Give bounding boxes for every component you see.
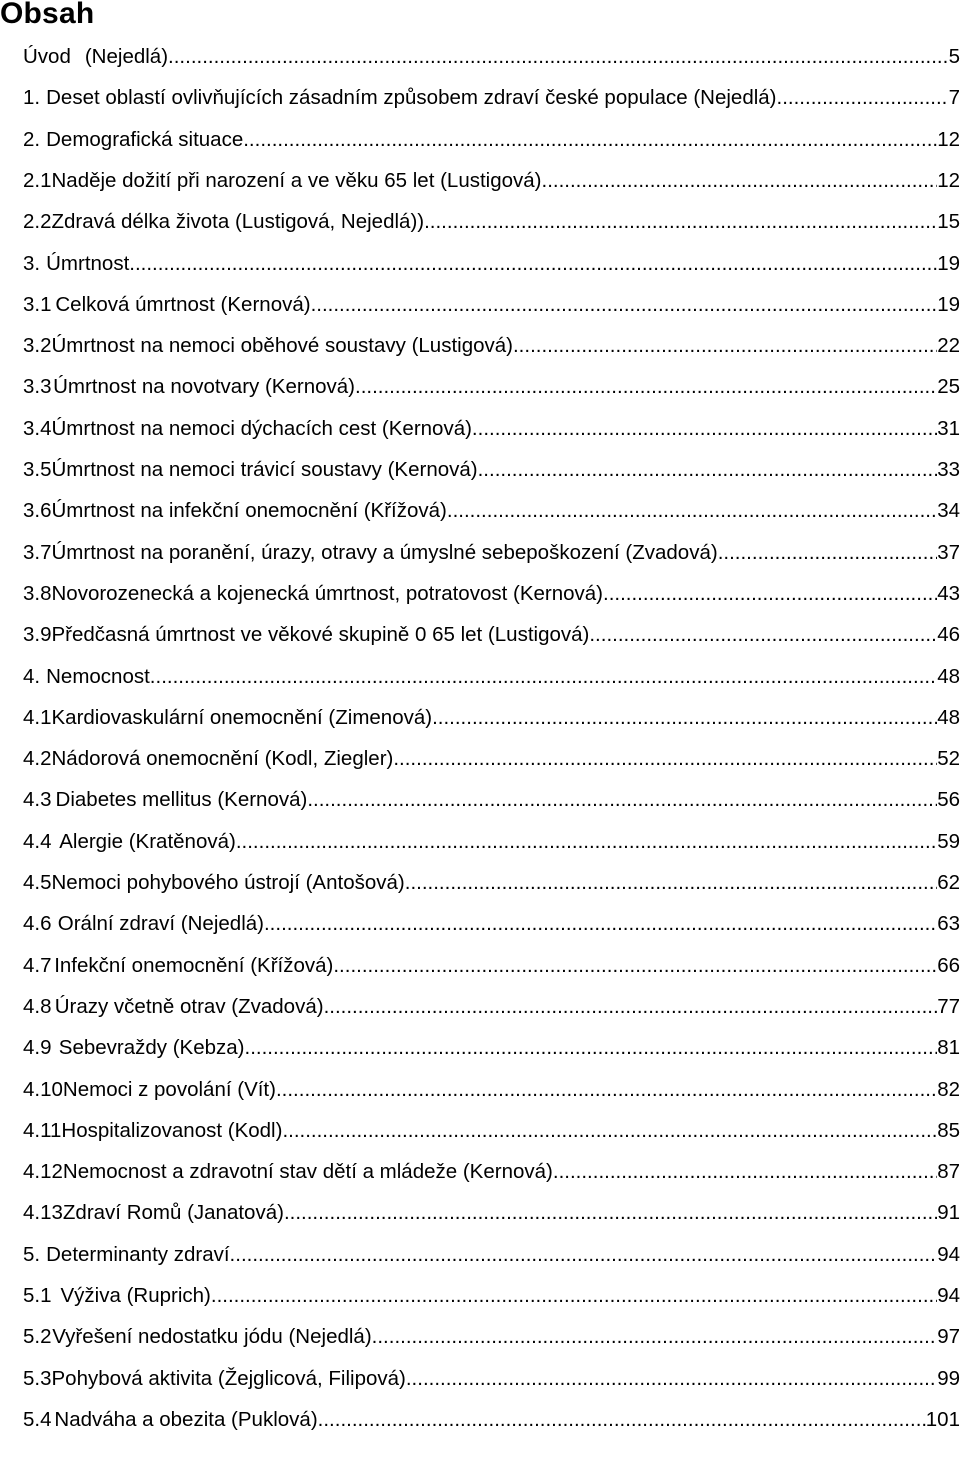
toc-entry[interactable] — [23, 1240, 960, 1270]
toc-entry-title: Úrazy včetně otrav (Zvadová) — [54, 994, 324, 1018]
toc-dot-leader — [211, 1281, 937, 1311]
toc-dot-leader — [372, 1322, 938, 1352]
toc-entry-number: 4.5 — [23, 871, 52, 894]
toc-entry[interactable] — [23, 662, 960, 692]
toc-dot-leader — [432, 703, 937, 733]
toc-entry[interactable] — [23, 1075, 960, 1105]
toc-entry-page: 91 — [937, 1201, 960, 1225]
toc-entry-page: 82 — [937, 1077, 960, 1101]
toc-dot-leader — [472, 414, 937, 444]
toc-entry-number: 4.9 — [23, 1036, 52, 1060]
toc-entry-page: 94 — [937, 1242, 960, 1266]
toc-entry-page: 81 — [937, 1036, 960, 1060]
toc-entry-page: 15 — [937, 210, 960, 234]
toc-entry-number: 4.11 — [23, 1118, 62, 1142]
toc-entry-page: 19 — [937, 292, 960, 316]
toc-entry-title: Nadváha a obezita (Puklová) — [54, 1407, 318, 1431]
toc-entry-page: 7 — [948, 86, 960, 110]
toc-entry[interactable] — [23, 455, 960, 485]
toc-dot-leader — [318, 1405, 926, 1435]
toc-entry-page: 97 — [937, 1325, 960, 1349]
toc-entry-number: 3.7 — [23, 540, 52, 564]
page-title: Obsah — [0, 0, 95, 30]
toc-entry-title: Nemoci pohybového ústrojí (Antošová) — [51, 871, 405, 894]
toc-entry-number: 5.1 — [23, 1284, 52, 1307]
toc-dot-leader — [307, 785, 937, 815]
toc-entry-number: 4.13 — [23, 1201, 63, 1225]
toc-entry[interactable] — [23, 951, 960, 981]
toc-entry-number: 3.8 — [23, 581, 52, 605]
toc-entry-number: 3.5 — [23, 458, 52, 481]
toc-entry-number: 4.10 — [23, 1077, 63, 1101]
toc-entry-title: Úmrtnost na novotvary (Kernová) — [53, 375, 355, 399]
toc-dot-leader — [718, 538, 937, 568]
toc-entry-page: 52 — [937, 747, 960, 771]
toc-dot-leader — [406, 1364, 937, 1394]
toc-entry-number: 4.4 — [23, 829, 52, 853]
toc-entry[interactable] — [23, 827, 960, 857]
toc-dot-leader — [236, 827, 937, 857]
toc-dot-leader — [324, 992, 938, 1022]
toc-entry-page: 94 — [937, 1284, 960, 1307]
toc-dot-leader — [424, 207, 937, 237]
toc-entry-page: 66 — [937, 953, 960, 977]
toc-dot-leader — [333, 951, 937, 981]
toc-dot-leader — [129, 249, 937, 279]
toc-entry-title: Orální zdraví (Nejedlá) — [57, 912, 264, 936]
toc-entry-number: 4.3 — [23, 788, 52, 812]
toc-entry[interactable] — [23, 744, 960, 774]
toc-entry[interactable] — [23, 414, 960, 444]
toc-entry-number: 4.6 — [23, 912, 52, 936]
toc-entry[interactable] — [23, 83, 960, 113]
toc-entry-title: Determinanty zdraví — [46, 1242, 230, 1266]
toc-dot-leader — [603, 579, 937, 609]
toc-entry-title: Naděje dožití při narození a ve věku 65 let (Lustigová) — [51, 168, 542, 192]
toc-entry-number: 3. — [23, 251, 41, 275]
toc-entry-title: Celková úmrtnost (Kernová) — [55, 292, 311, 316]
toc-entry-title: Výživa (Ruprich) — [60, 1284, 211, 1307]
toc-entry-page: 48 — [937, 705, 960, 729]
toc-entry-title: Úmrtnost na infekční onemocnění (Křížová) — [51, 499, 447, 523]
toc-entry-page: 59 — [937, 829, 960, 853]
toc-entry-title: Úmrtnost na nemoci trávicí soustavy (Kernová) — [51, 458, 478, 481]
toc-dot-leader — [447, 496, 937, 526]
toc-entry-number: 4.1 — [23, 705, 52, 729]
toc-entry-title: Zdraví Romů (Janatová) — [62, 1201, 284, 1225]
toc-entry[interactable] — [23, 785, 960, 815]
toc-entry-page: 43 — [937, 581, 960, 605]
toc-dot-leader — [393, 744, 937, 774]
toc-entry-title: Úmrtnost na poranění, úrazy, otravy a úmyslné sebepoškození (Zvadová) — [51, 540, 718, 564]
toc-entry-title: Nemoci z povolání (Vít) — [62, 1077, 276, 1101]
toc-entry-page: 48 — [937, 664, 960, 688]
toc-entry[interactable] — [23, 1198, 960, 1228]
toc-dot-leader — [311, 290, 938, 320]
toc-entry-page: 46 — [937, 623, 960, 647]
toc-entry-page: 85 — [937, 1118, 960, 1142]
toc-entry-number: 2. — [23, 127, 41, 151]
toc-entry-page: 5 — [948, 45, 960, 68]
toc-dot-leader — [589, 620, 937, 650]
toc-entry-page: 37 — [937, 540, 960, 564]
toc-entry[interactable] — [23, 1322, 960, 1352]
toc-entry-page: 12 — [937, 127, 960, 151]
toc-entry-number: 3.2 — [23, 334, 52, 358]
toc-entry-number: 2.2 — [23, 210, 52, 234]
toc-entry-page: 62 — [937, 871, 960, 894]
toc-entry[interactable] — [23, 249, 960, 279]
toc-entry-page: 31 — [937, 416, 960, 440]
toc-entry[interactable] — [23, 909, 960, 939]
toc-entry-number: 4. — [23, 664, 41, 688]
toc-entry-title: Infekční onemocnění (Křížová) — [54, 953, 334, 977]
toc-entry-title: Novorozenecká a kojenecká úmrtnost, potratovost (Kernová) — [51, 581, 603, 605]
toc-entry[interactable] — [23, 1364, 960, 1394]
toc-entry-page: 33 — [937, 458, 960, 481]
toc-entry-page: 99 — [937, 1366, 960, 1390]
toc-entry-number: 5.2 — [23, 1325, 52, 1349]
toc-dot-leader — [284, 1198, 937, 1228]
toc-entry-title: Nemocnost a zdravotní stav dětí a mládeže (Kernová) — [62, 1160, 553, 1184]
toc-entry-title: Úmrtnost na nemoci oběhové soustavy (Lustigová) — [51, 334, 513, 358]
toc-dot-leader — [168, 42, 948, 72]
toc-dot-leader — [542, 166, 938, 196]
toc-entry-title: Kardiovaskulární onemocnění (Zimenová) — [51, 705, 433, 729]
toc-dot-leader — [264, 909, 937, 939]
toc-dot-leader — [478, 455, 938, 485]
toc-dot-leader — [245, 1033, 938, 1063]
toc-dot-leader — [355, 372, 937, 402]
toc-entry-title: Demografická situace — [46, 127, 244, 151]
toc-entry[interactable] — [23, 1281, 960, 1311]
toc-entry-page: 25 — [937, 375, 960, 399]
toc-entry[interactable] — [23, 703, 960, 733]
toc-entry-page: 87 — [937, 1160, 960, 1184]
toc-dot-leader — [405, 868, 937, 898]
toc-dot-leader — [230, 1240, 938, 1270]
toc-dot-leader — [282, 1116, 937, 1146]
toc-entry-title: Nádorová onemocnění (Kodl, Ziegler) — [51, 747, 394, 771]
toc-entry-number: Úvod — [23, 45, 71, 68]
toc-entry[interactable] — [23, 620, 960, 650]
toc-entry[interactable] — [23, 42, 960, 72]
toc-entry-number: 4.7 — [23, 953, 52, 977]
toc-entry-page: 34 — [937, 499, 960, 523]
toc-entry-number: 3.9 — [23, 623, 52, 647]
toc-entry-page: 22 — [937, 334, 960, 358]
toc-entry[interactable] — [23, 1033, 960, 1063]
toc-entry-number: 4.12 — [23, 1160, 63, 1184]
toc-entry[interactable] — [23, 207, 960, 237]
toc-entry-title: Hospitalizovanost (Kodl) — [61, 1118, 283, 1142]
toc-dot-leader — [276, 1075, 937, 1105]
toc-entry[interactable] — [23, 125, 960, 155]
toc-entry-number: 3.4 — [23, 416, 52, 440]
toc-entry-title: Deset oblastí ovlivňujících zásadním způsobem zdraví české populace (Nejedlá) — [46, 86, 777, 110]
toc-entry-page: 77 — [937, 994, 960, 1018]
toc-entry-page: 56 — [937, 788, 960, 812]
toc-dot-leader — [150, 662, 937, 692]
toc-entry-number: 2.1 — [23, 168, 52, 192]
toc-entry-title: (Nejedlá) — [84, 45, 169, 68]
toc-entry-page: 101 — [925, 1407, 960, 1431]
toc-entry-number: 5.3 — [23, 1366, 52, 1390]
toc-entry[interactable] — [23, 372, 960, 402]
toc-entry-number: 3.1 — [23, 292, 52, 316]
toc-dot-leader — [513, 331, 937, 361]
toc-entry-title: Úmrtnost — [46, 251, 130, 275]
toc-entry-number: 4.2 — [23, 747, 52, 771]
toc-entry-page: 63 — [937, 912, 960, 936]
toc-entry-title: Úmrtnost na nemoci dýchacích cest (Kernová) — [51, 416, 472, 440]
toc-entry[interactable] — [23, 1405, 960, 1435]
toc-entry-number: 5.4 — [23, 1407, 52, 1431]
toc-entry[interactable] — [23, 496, 960, 526]
toc-entry-number: 3.6 — [23, 499, 52, 523]
toc-entry-number: 3.3 — [23, 375, 52, 399]
toc-entry-number: 5. — [23, 1242, 41, 1266]
toc-entry-number: 1. — [23, 86, 41, 110]
toc-entry[interactable] — [23, 331, 960, 361]
toc-entry-title: Diabetes mellitus (Kernová) — [55, 788, 308, 812]
toc-entry-title: Předčasná úmrtnost ve věkové skupině 0 65 let (Lustigová) — [51, 623, 590, 647]
toc-entry[interactable] — [23, 992, 960, 1022]
toc-entry[interactable] — [23, 290, 960, 320]
toc-entry-page: 19 — [937, 251, 960, 275]
toc-dot-leader — [777, 83, 948, 113]
toc-entry-title: Alergie (Kratěnová) — [59, 829, 236, 853]
toc-entry-title: Pohybová aktivita (Žejglicová, Filipová) — [51, 1366, 406, 1390]
toc-entry-page: 12 — [937, 168, 960, 192]
toc-entry-title: Zdravá délka života (Lustigová, Nejedlá)) — [51, 210, 425, 234]
toc-entry-title: Sebevraždy (Kebza) — [58, 1036, 245, 1060]
toc-entry[interactable] — [23, 166, 960, 196]
toc-entry[interactable] — [23, 1116, 960, 1146]
toc-dot-leader — [243, 125, 937, 155]
toc-entry-title: Nemocnost — [46, 664, 150, 688]
toc-entry-number: 4.8 — [23, 994, 52, 1018]
toc-entry-title: Vyřešení nedostatku jódu (Nejedlá) — [52, 1325, 372, 1349]
toc-entry[interactable] — [23, 538, 960, 568]
toc-dot-leader — [553, 1157, 937, 1187]
toc-entry[interactable] — [23, 868, 960, 898]
toc-entry[interactable] — [23, 1157, 960, 1187]
toc-entry[interactable] — [23, 579, 960, 609]
